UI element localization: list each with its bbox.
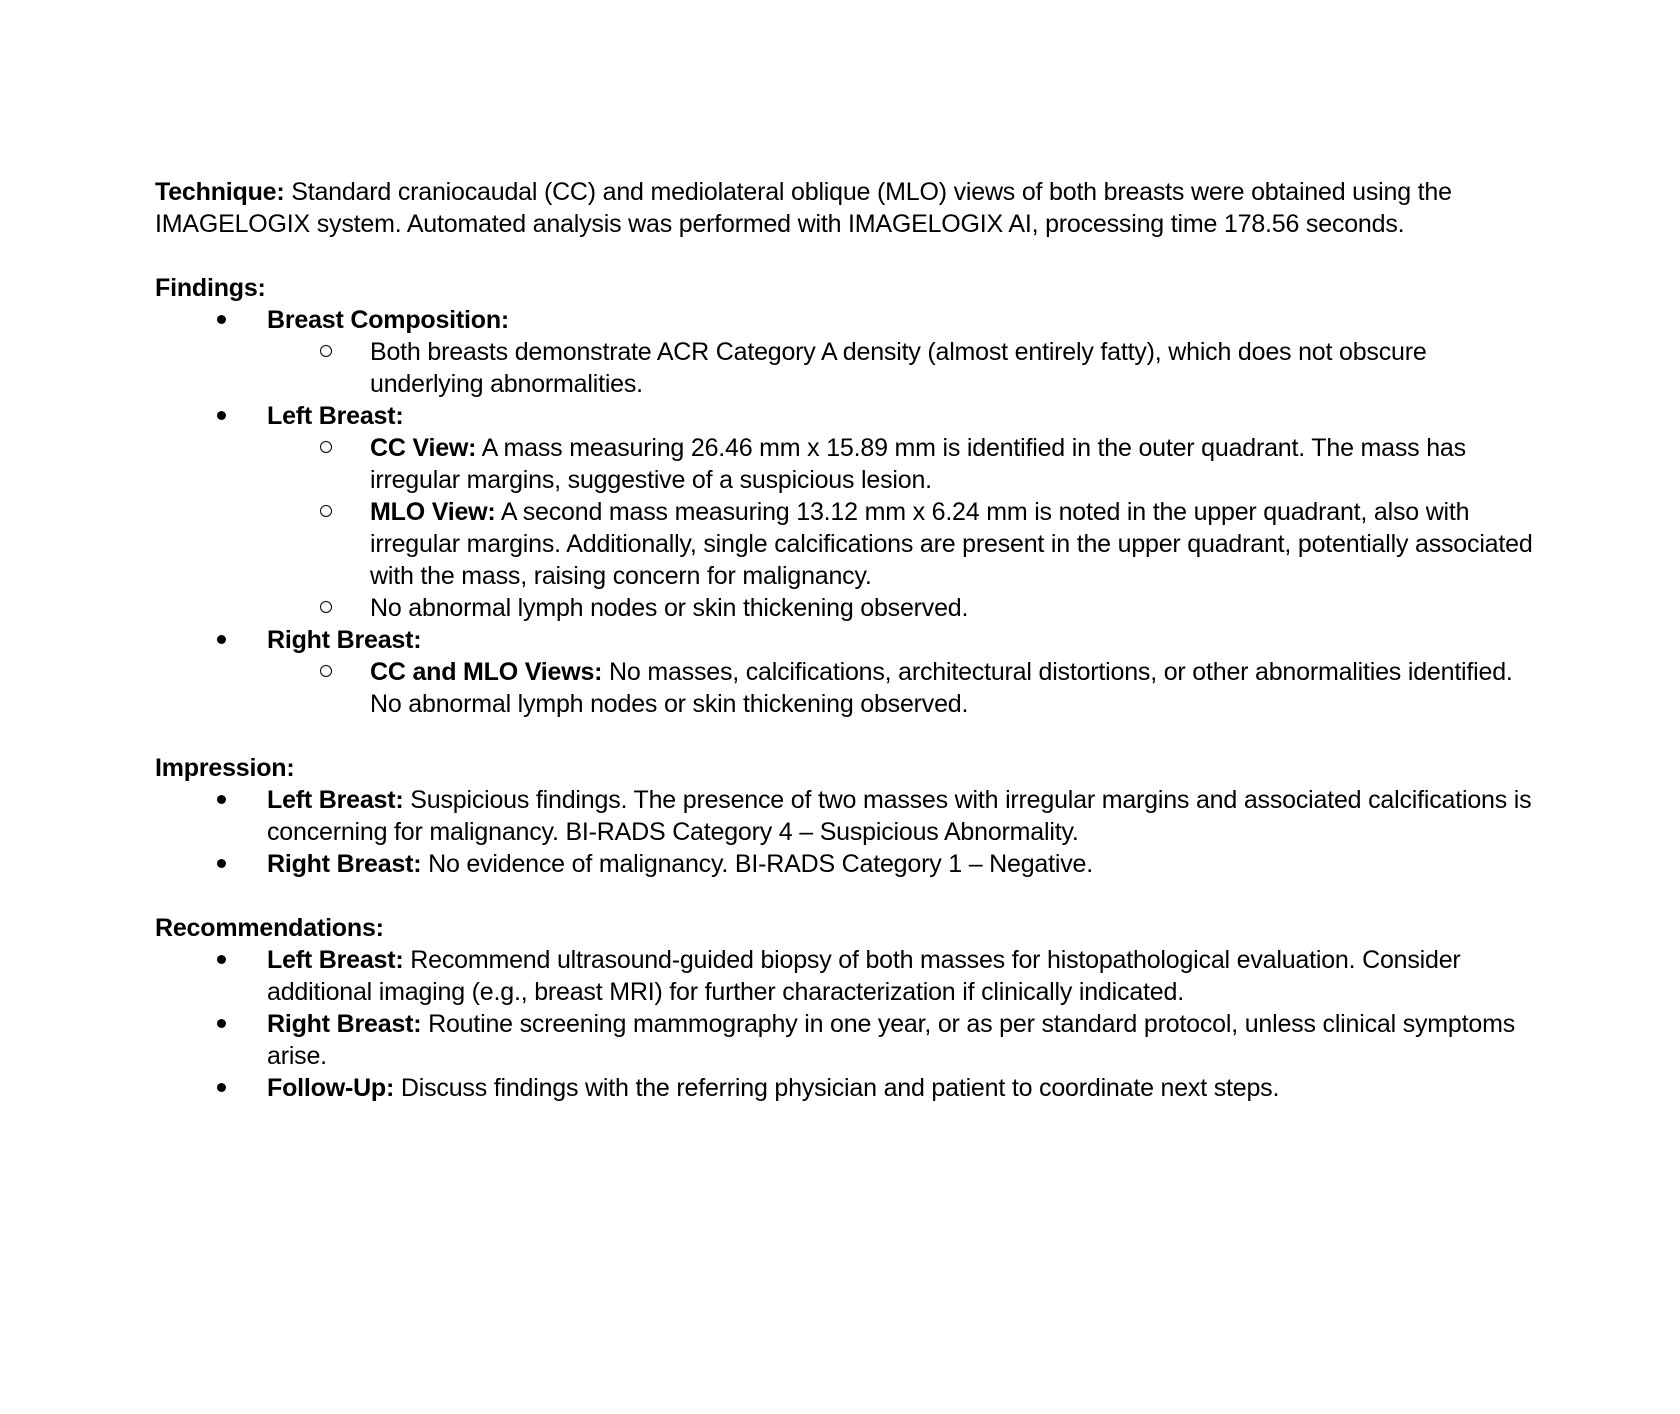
- bullet-icon: [217, 1083, 226, 1092]
- finding-subitem-text: No abnormal lymph nodes or skin thickening observed.: [370, 594, 969, 622]
- recommendation-item-label: Right Breast:: [267, 1010, 422, 1038]
- finding-subitem-text: A second mass measuring 13.12 mm x 6.24 mm is noted in the upper quadrant, also with irregular margins. Additionally, single calcifications are present in the upper quadrant, potentially associated with the mass, raising concern for malignancy.: [370, 498, 1533, 590]
- list-item: [155, 400, 1540, 432]
- circle-bullet-icon: [320, 505, 332, 517]
- finding-subitem-label: MLO View:: [370, 498, 496, 526]
- impression-item-text: Suspicious findings. The presence of two masses with irregular margins and associated calcifications is concerning for malignancy. BI-RADS Category 4 – Suspicious Abnormality.: [267, 786, 1532, 846]
- list-item: [155, 304, 1540, 336]
- circle-bullet-icon: [320, 441, 332, 453]
- recommendation-item-label: Follow-Up:: [267, 1074, 395, 1102]
- circle-bullet-icon: [320, 665, 332, 677]
- bullet-icon: [217, 315, 226, 324]
- finding-subitem-text: No masses, calcifications, architectural distortions, or other abnormalities identified. No abnormal lymph nodes or skin thickening observed.: [370, 658, 1513, 718]
- findings-heading: Findings:: [155, 274, 266, 302]
- technique-text: Standard craniocaudal (CC) and mediolateral oblique (MLO) views of both breasts were obtained using the IMAGELOGIX system. Automated analysis was performed with IMAGELOGIX AI, processing time 178.56 seconds.: [155, 178, 1452, 238]
- technique-paragraph: [155, 176, 1540, 240]
- recommendation-item-text: Recommend ultrasound-guided biopsy of both masses for histopathological evaluation. Consider additional imaging (e.g., breast MRI) for further characterization if clinically indicated.: [267, 946, 1461, 1006]
- finding-item-label: Left Breast:: [267, 402, 404, 430]
- bullet-icon: [217, 411, 226, 420]
- circle-bullet-icon: [320, 345, 332, 357]
- impression-heading: Impression:: [155, 754, 295, 782]
- recommendation-item-text: Discuss findings with the referring physician and patient to coordinate next steps.: [394, 1074, 1280, 1102]
- list-subitem: [155, 496, 1540, 592]
- finding-subitem-text: Both breasts demonstrate ACR Category A density (almost entirely fatty), which does not obscure underlying abnormalities.: [370, 338, 1427, 398]
- bullet-icon: [217, 859, 226, 868]
- list-subitem: [155, 592, 1540, 624]
- recommendation-item-label: Left Breast:: [267, 946, 404, 974]
- bullet-icon: [217, 955, 226, 964]
- list-subitem: [155, 656, 1540, 720]
- finding-item-label: Breast Composition:: [267, 306, 510, 334]
- finding-subitem-text: A mass measuring 26.46 mm x 15.89 mm is identified in the outer quadrant. The mass has irregular margins, suggestive of a suspicious lesion.: [370, 434, 1466, 494]
- list-subitem: [155, 336, 1540, 400]
- finding-subitem-label: CC View:: [370, 434, 477, 462]
- recommendations-heading: Recommendations:: [155, 914, 384, 942]
- list-item: [155, 944, 1540, 1008]
- bullet-icon: [217, 635, 226, 644]
- technique-label: Technique:: [155, 178, 285, 206]
- list-item: [155, 784, 1540, 848]
- finding-item-label: Right Breast:: [267, 626, 422, 654]
- impression-item-text: No evidence of malignancy. BI-RADS Category 1 – Negative.: [421, 850, 1093, 878]
- list-item: [155, 624, 1540, 656]
- bullet-icon: [217, 1019, 226, 1028]
- recommendation-item-text: Routine screening mammography in one year, or as per standard protocol, unless clinical symptoms arise.: [267, 1010, 1515, 1070]
- circle-bullet-icon: [320, 601, 332, 613]
- impression-item-label: Right Breast:: [267, 850, 422, 878]
- list-item: [155, 848, 1540, 880]
- list-subitem: [155, 432, 1540, 496]
- impression-item-label: Left Breast:: [267, 786, 404, 814]
- list-item: [155, 1072, 1540, 1104]
- finding-subitem-label: CC and MLO Views:: [370, 658, 603, 686]
- bullet-icon: [217, 795, 226, 804]
- list-item: [155, 1008, 1540, 1072]
